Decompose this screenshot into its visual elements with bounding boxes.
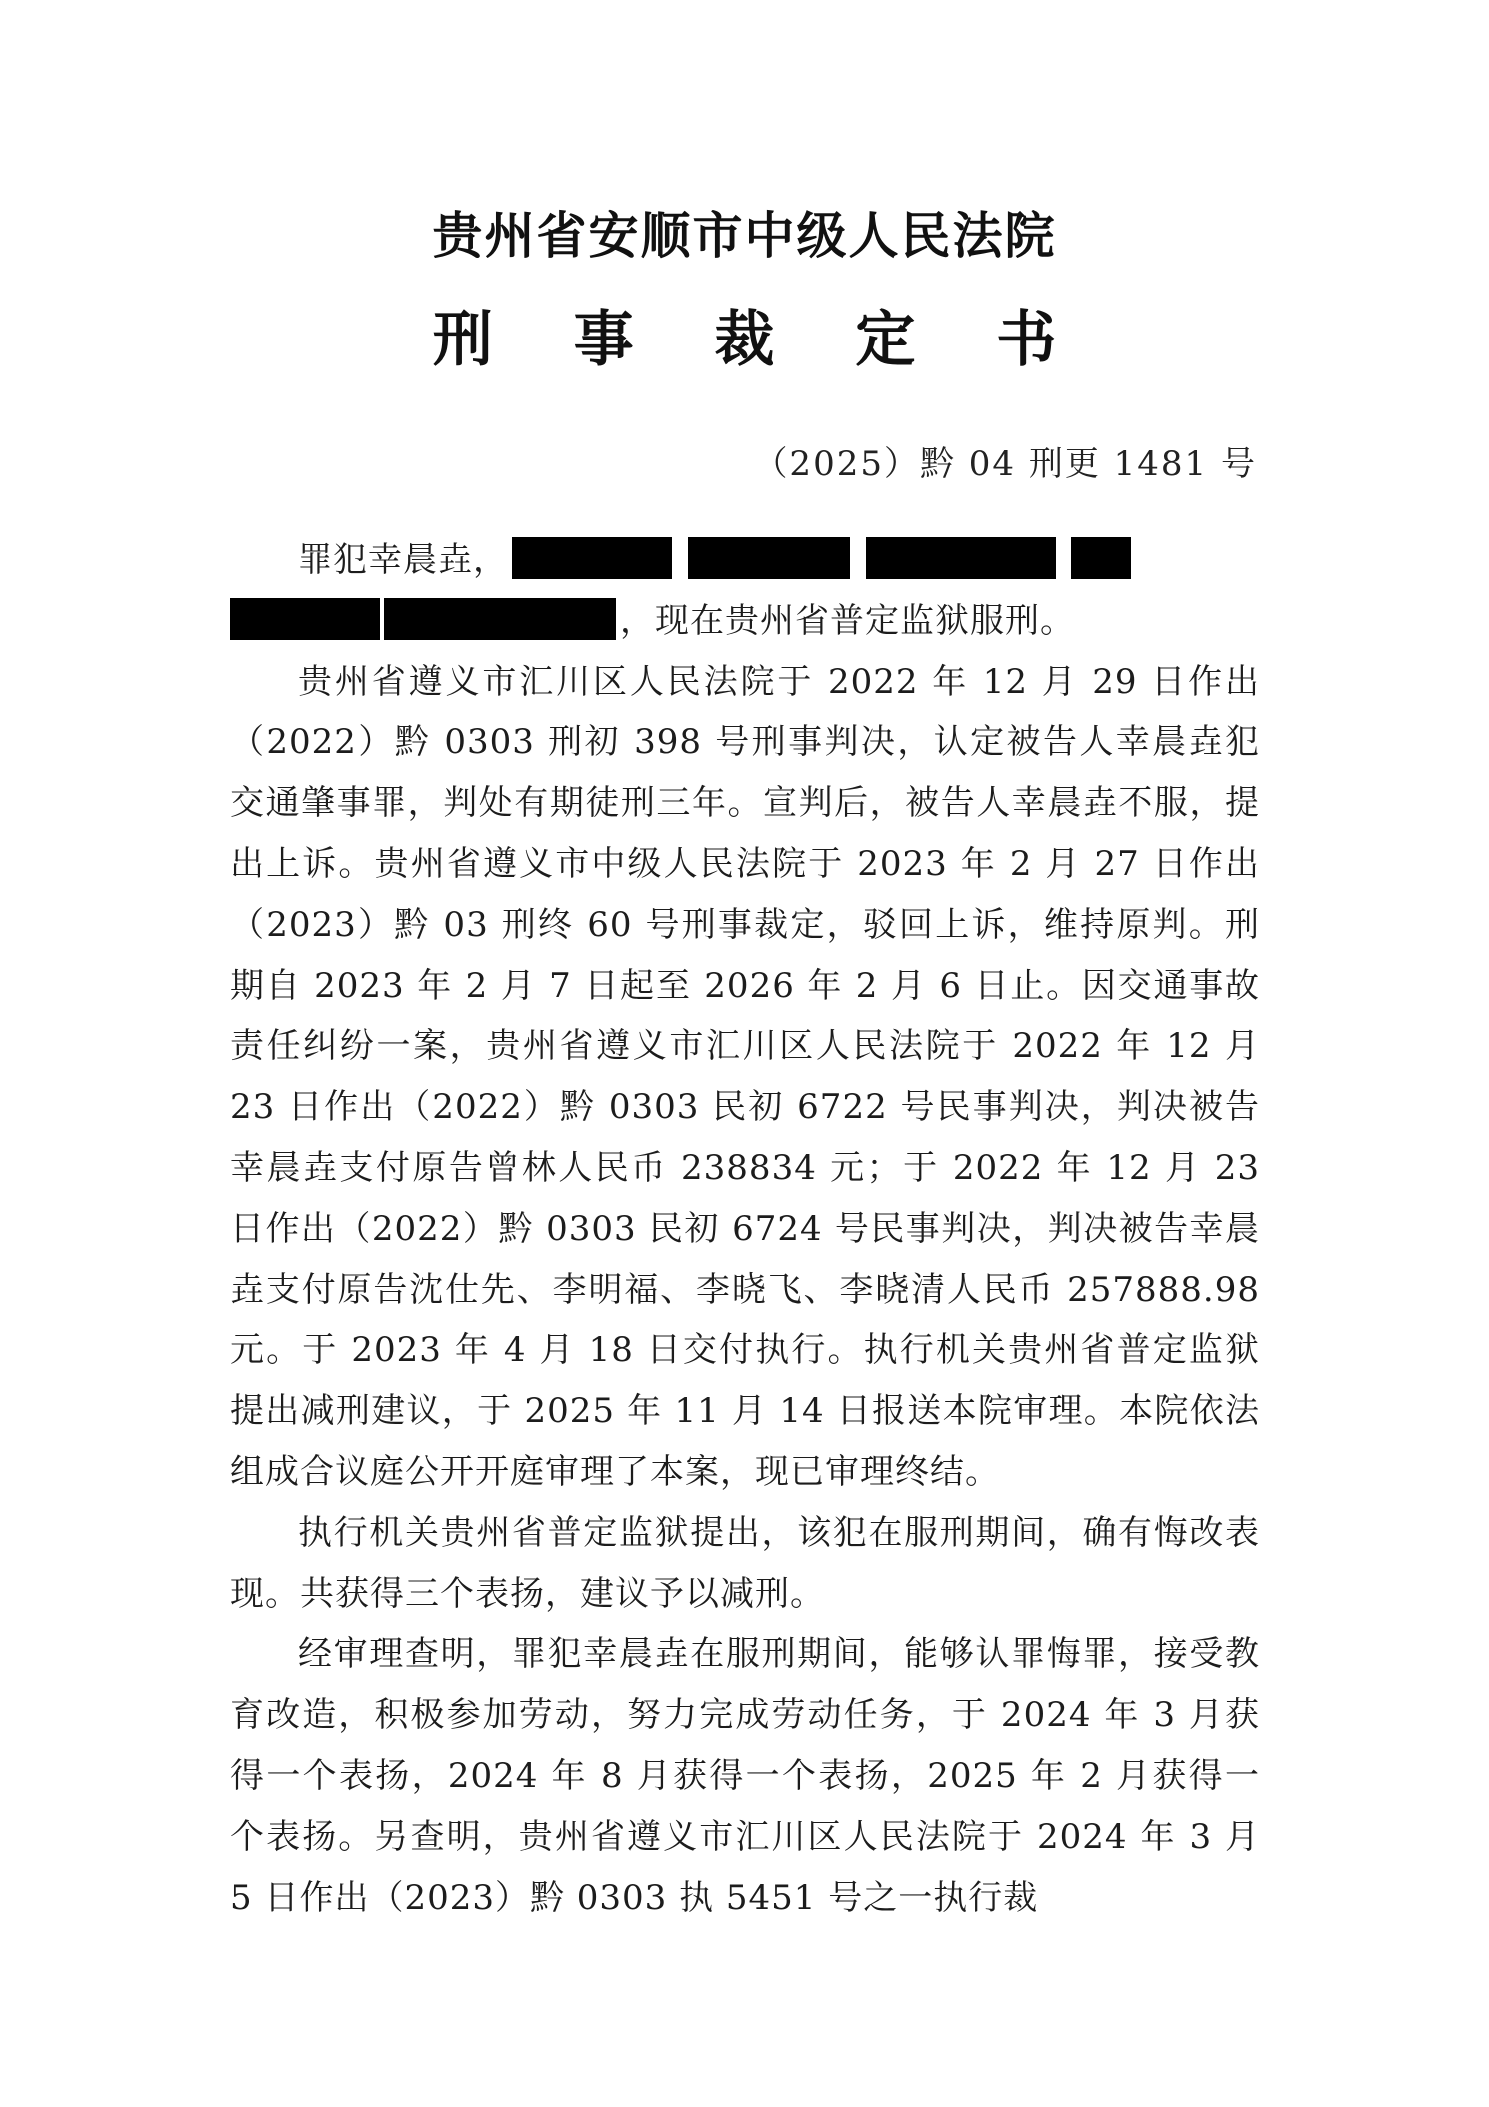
document-type-heading: 刑 事 裁 定 书 [432,305,1087,375]
paragraph-findings: 经审理查明，罪犯幸晨垚在服刑期间，能够认罪悔罪，接受教育改造，积极参加劳动，努力完成劳动任务，于 2024 年 3 月获得一个表扬，2024 年 8 月获得一个表扬，2025 年 2 月获得一个表扬。另查明，贵州省遵义市汇川区人民法院于 2024 年 3 月 5 日作出（2023）黔 0303 执 5451 号之一执行裁 [230,1634,1260,1918]
paragraph-prison-proposal: 执行机关贵州省普定监狱提出，该犯在服刑期间，确有悔改表现。共获得三个表扬，建议予以减刑。 [230,1512,1260,1614]
redaction-block [230,598,380,640]
redaction-block [688,537,850,579]
paragraph-defendant-info-continued [230,591,1260,652]
paragraph-case-history: 贵州省遵义市汇川区人民法院于 2022 年 12 月 29 日作出（2022）黔 0303 刑初 398 号刑事判决，认定被告人幸晨垚犯交通肇事罪，判处有期徒刑三年。宣判后，被告人幸晨垚不服，提出上诉。贵州省遵义市中级人民法院于 2023 年 2 月 27 日作出（2023）黔 03 刑终 60 号刑事裁定，驳回上诉，维持原判。刑期自 2023 年 2 月 7 日起至 2026 年 2 月 6 日止。因交通事故责任纠纷一案，贵州省遵义市汇川区人民法院于 2022 年 12 月 23 日作出（2022）黔 0303 民初 6722 号民事判决，判决被告幸晨垚支付原告曾林人民币 238834 元；于 2022 年 12 月 23 日作出（2022）黔 0303 民初 6724 号民事判决，判决被告幸晨垚支付原告沈仕先、李明福、李晓飞、李晓清人民币 257888.98 元。于 2023 年 4 月 18 日交付执行。执行机关贵州省普定监狱提出减刑建议，于 2025 年 11 月 14 日报送本院审理。本院依法组成合议庭公开开庭审理了本案，现已审理终结。 [230,661,1260,1492]
case-number: （2025）黔 04 刑更 1481 号 [753,444,1257,484]
defendant-location-text: ，现在贵州省普定监狱服刑。 [620,600,1075,641]
document-body [230,530,1260,1928]
redaction-block [512,537,672,579]
defendant-intro-text: 罪犯幸晨垚， [298,540,508,580]
paragraph-defendant-info [230,530,1260,591]
redaction-block [1071,537,1131,579]
court-name-heading: 贵州省安顺市中级人民法院 [432,207,1057,265]
redaction-block [384,598,616,640]
redaction-block [866,537,1056,579]
